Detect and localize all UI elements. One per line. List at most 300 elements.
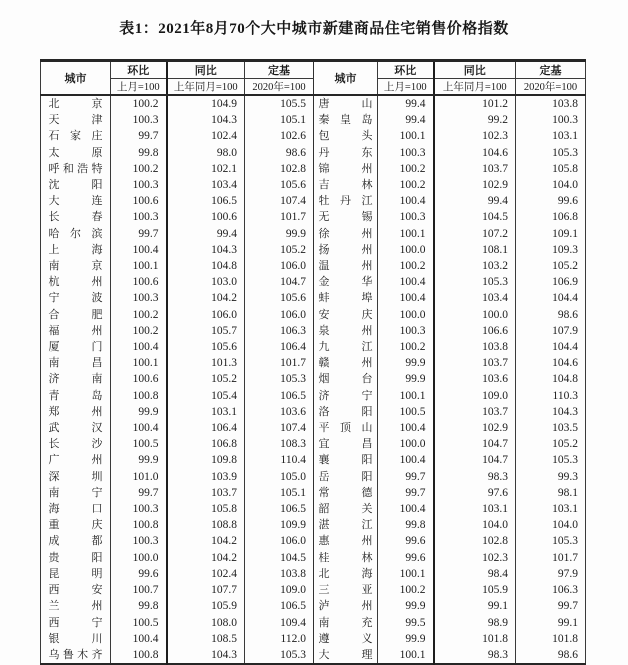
table-row (41, 469, 586, 485)
city-name: 上海 (48, 243, 103, 256)
city-cell-left (41, 112, 111, 128)
city-name: 常德 (318, 486, 373, 499)
city-cell-left (41, 436, 111, 452)
yoy-value-right: 100.0 (434, 307, 516, 323)
fixed-value-right: 105.3 (516, 533, 586, 549)
header-yoy-left: 同比 (167, 61, 245, 79)
city-cell-left (41, 469, 111, 485)
yoy-value-left: 105.6 (167, 339, 245, 355)
city-name: 南宁 (48, 486, 103, 499)
yoy-value-left: 98.0 (167, 145, 245, 161)
city-cell-right (314, 339, 378, 355)
yoy-value-left: 100.6 (167, 209, 245, 225)
mom-value-left: 100.5 (111, 436, 167, 452)
table-row (41, 420, 586, 436)
yoy-value-right: 98.9 (434, 615, 516, 631)
table-row (41, 323, 586, 339)
city-name: 青岛 (48, 389, 103, 402)
fixed-value-right: 98.6 (516, 307, 586, 323)
fixed-value-right: 110.3 (516, 388, 586, 404)
fixed-value-left: 105.1 (245, 485, 314, 501)
mom-value-left: 100.1 (111, 258, 167, 274)
city-name: 济宁 (318, 389, 373, 402)
city-name: 吉林 (318, 179, 373, 192)
mom-value-right: 100.1 (378, 388, 434, 404)
city-cell-left (41, 371, 111, 387)
yoy-value-right: 106.6 (434, 323, 516, 339)
yoy-value-right: 97.6 (434, 485, 516, 501)
mom-value-left: 99.7 (111, 128, 167, 144)
yoy-value-right: 102.9 (434, 177, 516, 193)
fixed-value-right: 104.3 (516, 404, 586, 420)
yoy-value-right: 103.7 (434, 161, 516, 177)
mom-value-right: 100.3 (378, 323, 434, 339)
yoy-value-right: 104.7 (434, 436, 516, 452)
city-cell-left (41, 209, 111, 225)
fixed-value-right: 104.6 (516, 355, 586, 371)
city-cell-left (41, 274, 111, 290)
table-row (41, 485, 586, 501)
city-cell-right (314, 533, 378, 549)
city-cell-right (314, 566, 378, 582)
city-cell-left (41, 485, 111, 501)
city-name: 蚌埠 (318, 292, 373, 305)
yoy-value-left: 109.8 (167, 452, 245, 468)
mom-value-right: 100.2 (378, 258, 434, 274)
city-cell-right (314, 582, 378, 598)
mom-value-left: 100.4 (111, 339, 167, 355)
city-name: 唐山 (318, 98, 373, 110)
city-name: 三亚 (318, 584, 373, 597)
table-row (41, 274, 586, 290)
fixed-value-right: 103.1 (516, 128, 586, 144)
yoy-value-left: 105.4 (167, 388, 245, 404)
yoy-value-left: 102.4 (167, 566, 245, 582)
yoy-value-left: 108.8 (167, 517, 245, 533)
mom-value-right: 99.9 (378, 371, 434, 387)
mom-value-left: 101.0 (111, 469, 167, 485)
mom-value-left: 100.5 (111, 615, 167, 631)
header-mom-right: 环比 (378, 61, 434, 79)
yoy-value-left: 103.4 (167, 177, 245, 193)
mom-value-left: 100.7 (111, 582, 167, 598)
mom-value-left: 100.4 (111, 631, 167, 647)
fixed-value-left: 103.6 (245, 404, 314, 420)
mom-value-left: 100.2 (111, 323, 167, 339)
fixed-value-right: 105.3 (516, 452, 586, 468)
yoy-value-left: 104.8 (167, 258, 245, 274)
mom-value-left: 100.3 (111, 177, 167, 193)
mom-value-right: 99.9 (378, 598, 434, 614)
city-name: 昆明 (48, 567, 103, 580)
city-name: 泉州 (318, 324, 373, 337)
mom-value-left: 100.4 (111, 242, 167, 258)
yoy-value-right: 102.9 (434, 420, 516, 436)
mom-value-right: 99.4 (378, 95, 434, 112)
fixed-value-right: 99.3 (516, 469, 586, 485)
fixed-value-right: 100.3 (516, 112, 586, 128)
fixed-value-right: 107.9 (516, 323, 586, 339)
header-yoy-base-left: 上年同月=100 (167, 79, 245, 96)
yoy-value-right: 104.7 (434, 452, 516, 468)
city-name: 杭州 (48, 276, 103, 289)
city-cell-left (41, 242, 111, 258)
yoy-value-left: 102.1 (167, 161, 245, 177)
yoy-value-right: 105.9 (434, 582, 516, 598)
mom-value-left: 99.8 (111, 145, 167, 161)
city-name: 徐州 (318, 227, 373, 240)
table-row (41, 258, 586, 274)
city-name: 洛阳 (318, 405, 373, 418)
city-name: 大连 (48, 195, 103, 208)
yoy-value-right: 98.4 (434, 566, 516, 582)
city-cell-right (314, 404, 378, 420)
city-cell-right (314, 598, 378, 614)
fixed-value-left: 105.3 (245, 371, 314, 387)
mom-value-left: 100.3 (111, 501, 167, 517)
yoy-value-left: 103.1 (167, 404, 245, 420)
mom-value-right: 100.2 (378, 582, 434, 598)
fixed-value-right: 104.4 (516, 290, 586, 306)
city-name: 广州 (48, 454, 103, 467)
city-cell-right (314, 631, 378, 647)
header-row-bases (41, 79, 586, 96)
yoy-value-right: 103.7 (434, 404, 516, 420)
mom-value-right: 100.4 (378, 193, 434, 209)
city-name: 厦门 (48, 341, 103, 354)
table-row (41, 95, 586, 112)
table-row (41, 582, 586, 598)
city-name: 湛江 (318, 519, 373, 532)
mom-value-left: 99.7 (111, 485, 167, 501)
mom-value-left: 100.8 (111, 388, 167, 404)
fixed-value-right: 103.1 (516, 501, 586, 517)
city-name: 无锡 (318, 211, 373, 224)
city-name: 安庆 (318, 308, 373, 321)
city-name: 呼和浩特 (48, 162, 103, 175)
fixed-value-left: 99.9 (245, 226, 314, 242)
fixed-value-left: 112.0 (245, 631, 314, 647)
city-name: 哈尔滨 (48, 227, 103, 240)
city-name: 银川 (48, 632, 103, 645)
city-cell-right (314, 517, 378, 533)
mom-value-left: 100.2 (111, 307, 167, 323)
fixed-value-right: 104.4 (516, 339, 586, 355)
fixed-value-right: 99.1 (516, 615, 586, 631)
yoy-value-right: 101.2 (434, 95, 516, 112)
header-fixed-left: 定基 (245, 61, 314, 79)
fixed-value-left: 110.4 (245, 452, 314, 468)
fixed-value-left: 105.2 (245, 242, 314, 258)
table-row (41, 355, 586, 371)
city-cell-left (41, 226, 111, 242)
fixed-value-left: 105.0 (245, 469, 314, 485)
fixed-value-right: 106.8 (516, 209, 586, 225)
fixed-value-right: 101.7 (516, 550, 586, 566)
fixed-value-right: 97.9 (516, 566, 586, 582)
yoy-value-left: 107.7 (167, 582, 245, 598)
city-name: 泸州 (318, 600, 373, 613)
city-name: 深圳 (48, 470, 103, 483)
city-name: 锦州 (318, 162, 373, 175)
city-name: 武汉 (48, 422, 103, 435)
table-row (41, 436, 586, 452)
city-cell-left (41, 95, 111, 112)
city-cell-left (41, 355, 111, 371)
city-name: 丹东 (318, 146, 373, 159)
city-cell-right (314, 161, 378, 177)
city-name: 海口 (48, 503, 103, 516)
yoy-value-left: 106.4 (167, 420, 245, 436)
city-name: 包头 (318, 130, 373, 143)
yoy-value-right: 108.1 (434, 242, 516, 258)
fixed-value-left: 106.0 (245, 307, 314, 323)
fixed-value-right: 101.8 (516, 631, 586, 647)
mom-value-right: 100.4 (378, 274, 434, 290)
fixed-value-right: 104.0 (516, 517, 586, 533)
header-yoy-right: 同比 (434, 61, 516, 79)
fixed-value-left: 98.6 (245, 145, 314, 161)
city-name: 重庆 (48, 519, 103, 532)
table-body (41, 95, 586, 664)
mom-value-left: 100.2 (111, 161, 167, 177)
yoy-value-right: 103.2 (434, 258, 516, 274)
mom-value-right: 100.3 (378, 145, 434, 161)
yoy-value-left: 104.3 (167, 242, 245, 258)
city-name: 南京 (48, 260, 103, 273)
fixed-value-right: 105.2 (516, 258, 586, 274)
city-name: 石家庄 (48, 130, 103, 143)
mom-value-left: 100.6 (111, 371, 167, 387)
fixed-value-right: 109.1 (516, 226, 586, 242)
fixed-value-right: 105.8 (516, 161, 586, 177)
city-cell-left (41, 598, 111, 614)
city-name: 金华 (318, 276, 373, 289)
city-cell-right (314, 274, 378, 290)
yoy-value-left: 106.0 (167, 307, 245, 323)
header-mom-base-right: 上月=100 (378, 79, 434, 96)
table-row (41, 388, 586, 404)
fixed-value-left: 104.5 (245, 550, 314, 566)
table-row (41, 177, 586, 193)
city-cell-left (41, 566, 111, 582)
mom-value-left: 100.8 (111, 517, 167, 533)
table-row (41, 242, 586, 258)
fixed-value-right: 104.8 (516, 371, 586, 387)
table-row (41, 112, 586, 128)
city-name: 长春 (48, 211, 103, 224)
fixed-value-right: 105.3 (516, 145, 586, 161)
city-name: 岳阳 (318, 470, 373, 483)
city-name: 襄阳 (318, 454, 373, 467)
city-name: 天津 (48, 114, 103, 127)
yoy-value-left: 103.9 (167, 469, 245, 485)
header-mom-left: 环比 (111, 61, 167, 79)
fixed-value-right: 109.3 (516, 242, 586, 258)
mom-value-right: 100.0 (378, 307, 434, 323)
city-name: 韶关 (318, 503, 373, 516)
city-name: 秦皇岛 (318, 114, 373, 127)
table-row (41, 404, 586, 420)
table-row (41, 566, 586, 582)
yoy-value-right: 104.5 (434, 209, 516, 225)
city-name: 遵义 (318, 632, 373, 645)
mom-value-left: 100.6 (111, 274, 167, 290)
yoy-value-left: 103.0 (167, 274, 245, 290)
yoy-value-right: 107.2 (434, 226, 516, 242)
yoy-value-right: 103.7 (434, 355, 516, 371)
city-name: 长沙 (48, 438, 103, 451)
city-cell-left (41, 452, 111, 468)
city-cell-right (314, 436, 378, 452)
city-name: 赣州 (318, 357, 373, 370)
mom-value-right: 100.1 (378, 128, 434, 144)
city-cell-right (314, 550, 378, 566)
mom-value-left: 99.9 (111, 452, 167, 468)
header-fixed-base-left: 2020年=100 (245, 79, 314, 96)
mom-value-right: 100.4 (378, 452, 434, 468)
city-name: 南昌 (48, 357, 103, 370)
city-name: 宁波 (48, 292, 103, 305)
city-name: 乌鲁木齐 (48, 648, 103, 661)
yoy-value-left: 105.2 (167, 371, 245, 387)
city-cell-left (41, 145, 111, 161)
city-name: 扬州 (318, 243, 373, 256)
city-name: 牡丹江 (318, 195, 373, 208)
mom-value-right: 100.1 (378, 647, 434, 664)
fixed-value-right: 99.6 (516, 193, 586, 209)
yoy-value-right: 98.3 (434, 647, 516, 664)
fixed-value-left: 107.4 (245, 420, 314, 436)
mom-value-left: 99.8 (111, 598, 167, 614)
header-yoy-base-right: 上年同月=100 (434, 79, 516, 96)
city-cell-left (41, 161, 111, 177)
header-row-groups (41, 61, 586, 79)
mom-value-right: 100.5 (378, 404, 434, 420)
header-fixed-base-right: 2020年=100 (516, 79, 586, 96)
table-row (41, 209, 586, 225)
yoy-value-left: 108.5 (167, 631, 245, 647)
city-cell-left (41, 404, 111, 420)
city-name: 宜昌 (318, 438, 373, 451)
city-name: 贵阳 (48, 551, 103, 564)
city-cell-left (41, 177, 111, 193)
fixed-value-left: 106.3 (245, 323, 314, 339)
fixed-value-left: 104.7 (245, 274, 314, 290)
city-cell-left (41, 647, 111, 664)
city-name: 福州 (48, 324, 103, 337)
yoy-value-right: 103.8 (434, 339, 516, 355)
table-row (41, 631, 586, 647)
fixed-value-right: 103.8 (516, 95, 586, 112)
page-title: 表1：2021年8月70个大中城市新建商品住宅销售价格指数 (119, 21, 509, 37)
city-cell-right (314, 307, 378, 323)
table-row (41, 193, 586, 209)
city-cell-right (314, 420, 378, 436)
city-cell-right (314, 145, 378, 161)
fixed-value-left: 109.9 (245, 517, 314, 533)
fixed-value-left: 105.1 (245, 112, 314, 128)
city-cell-left (41, 533, 111, 549)
city-cell-right (314, 95, 378, 112)
fixed-value-left: 106.0 (245, 258, 314, 274)
table-row (41, 226, 586, 242)
city-name: 北京 (48, 98, 103, 110)
city-name: 平顶山 (318, 422, 373, 435)
city-cell-right (314, 112, 378, 128)
city-cell-right (314, 388, 378, 404)
mom-value-right: 99.9 (378, 355, 434, 371)
yoy-value-right: 103.1 (434, 501, 516, 517)
yoy-value-right: 104.6 (434, 145, 516, 161)
mom-value-right: 100.1 (378, 566, 434, 582)
mom-value-left: 100.2 (111, 95, 167, 112)
fixed-value-right: 106.3 (516, 582, 586, 598)
fixed-value-left: 105.5 (245, 95, 314, 112)
table-row (41, 307, 586, 323)
table-row (41, 533, 586, 549)
yoy-value-right: 103.4 (434, 290, 516, 306)
mom-value-left: 100.3 (111, 209, 167, 225)
yoy-value-left: 106.5 (167, 193, 245, 209)
city-name: 南充 (318, 616, 373, 629)
table-row (41, 339, 586, 355)
city-cell-right (314, 355, 378, 371)
city-cell-right (314, 177, 378, 193)
mom-value-left: 99.6 (111, 566, 167, 582)
table-row (41, 550, 586, 566)
yoy-value-right: 109.0 (434, 388, 516, 404)
fixed-value-left: 102.6 (245, 128, 314, 144)
mom-value-right: 99.9 (378, 631, 434, 647)
mom-value-left: 99.7 (111, 226, 167, 242)
fixed-value-right: 98.1 (516, 485, 586, 501)
fixed-value-right: 98.6 (516, 647, 586, 664)
mom-value-right: 100.0 (378, 436, 434, 452)
yoy-value-right: 102.3 (434, 550, 516, 566)
city-name: 太原 (48, 146, 103, 159)
city-name: 合肥 (48, 308, 103, 321)
mom-value-right: 99.5 (378, 615, 434, 631)
city-cell-right (314, 290, 378, 306)
fixed-value-right: 103.5 (516, 420, 586, 436)
mom-value-right: 99.8 (378, 517, 434, 533)
fixed-value-left: 101.7 (245, 209, 314, 225)
price-index-table (40, 59, 586, 665)
city-cell-left (41, 339, 111, 355)
yoy-value-right: 104.0 (434, 517, 516, 533)
city-cell-left (41, 615, 111, 631)
yoy-value-right: 99.2 (434, 112, 516, 128)
table-row (41, 290, 586, 306)
city-cell-right (314, 209, 378, 225)
table-row (41, 615, 586, 631)
city-cell-left (41, 631, 111, 647)
fixed-value-left: 106.4 (245, 339, 314, 355)
mom-value-left: 100.3 (111, 290, 167, 306)
yoy-value-right: 103.6 (434, 371, 516, 387)
mom-value-right: 99.6 (378, 550, 434, 566)
city-cell-left (41, 323, 111, 339)
mom-value-right: 100.2 (378, 339, 434, 355)
city-cell-right (314, 469, 378, 485)
mom-value-right: 100.4 (378, 420, 434, 436)
table-row (41, 128, 586, 144)
city-cell-right (314, 647, 378, 664)
mom-value-left: 100.0 (111, 550, 167, 566)
city-cell-right (314, 193, 378, 209)
mom-value-left: 100.1 (111, 355, 167, 371)
